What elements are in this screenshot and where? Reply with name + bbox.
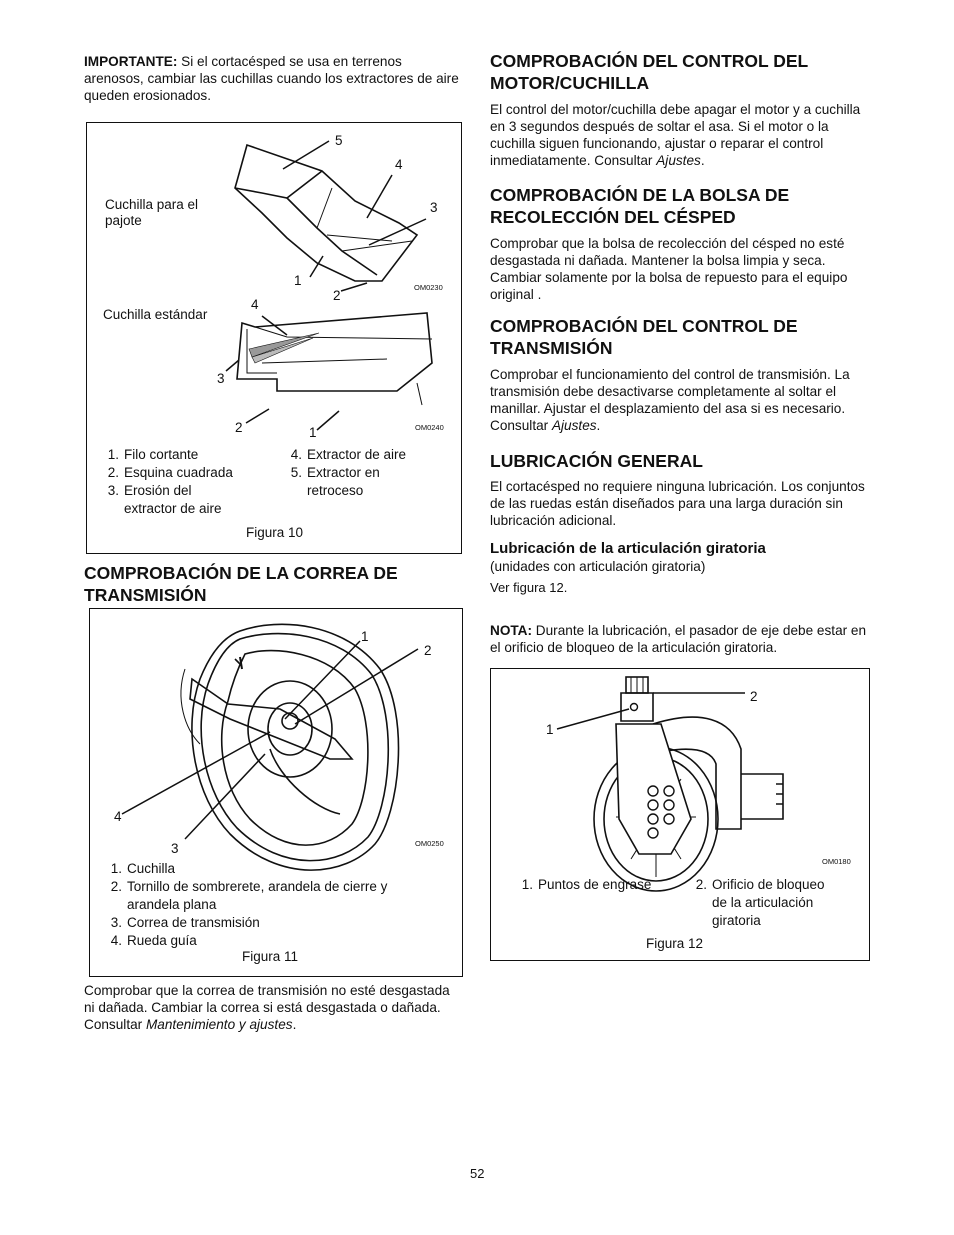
code-om0250: OM0250 bbox=[415, 839, 444, 848]
callout-1: 1 bbox=[294, 273, 302, 288]
pivot-subheading: (unidades con articulación giratoria) bbox=[490, 559, 706, 574]
lubrication-text: El cortacésped no requiere ninguna lubricación. Los conjuntos de las ruedas están diseñados para una larga duración sin lubricación adicional. bbox=[490, 479, 865, 528]
transmission-reference: Ajustes bbox=[551, 418, 597, 433]
callout-1: 1 bbox=[361, 629, 369, 644]
figure-11-caption: Figura 11 bbox=[242, 949, 299, 964]
callout-2: 2 bbox=[424, 643, 432, 658]
callout-2: 2 bbox=[333, 288, 341, 303]
figure-12 bbox=[490, 668, 870, 961]
figure-11-legend bbox=[100, 860, 440, 950]
code-om0180: OM0180 bbox=[822, 857, 851, 866]
nota-text: Durante la lubricación, el pasador de eje debe estar en el orificio de bloqueo de la articulación giratoria. bbox=[490, 623, 867, 655]
figure-12-caption: Figura 12 bbox=[646, 936, 704, 951]
transmission-text: Comprobar el funcionamiento del control de transmisión. La transmisión debe desactivarse completamente al soltar el manillar. Ajustar el desplazamiento del asa si es necesario. Consultar Ajustes. bbox=[490, 367, 850, 433]
callout-1b: 1 bbox=[309, 425, 317, 440]
legend-item: 1. Cuchilla bbox=[110, 861, 176, 876]
importante-note bbox=[84, 53, 460, 104]
transmission-heading: COMPROBACIÓN DEL CONTROL DE TRANSMISIÓN bbox=[490, 316, 798, 358]
belt-reference: Mantenimiento y ajustes bbox=[145, 1017, 293, 1032]
motor-heading: COMPROBACIÓN DEL CONTROL DEL MOTOR/CUCHILLA bbox=[490, 51, 808, 93]
motor-reference: Ajustes bbox=[656, 153, 701, 168]
lubrication-heading: LUBRICACIÓN GENERAL bbox=[490, 451, 703, 471]
legend-item: 1. Filo cortante bbox=[107, 447, 199, 462]
importante-text: Si el cortacésped se usa en terrenos arenosos, cambiar las cuchillas cuando los extractores de aire queden erosionados. bbox=[84, 54, 459, 103]
callout-4: 4 bbox=[395, 157, 403, 172]
callout-4: 4 bbox=[114, 809, 122, 824]
figure-10-caption: Figura 10 bbox=[246, 525, 304, 540]
callout-3: 3 bbox=[430, 200, 438, 215]
callout-3: 3 bbox=[171, 841, 179, 856]
importante-label: IMPORTANTE: bbox=[84, 54, 178, 69]
callout-2: 2 bbox=[750, 689, 758, 704]
legend-item: 4. Rueda guía bbox=[110, 933, 197, 948]
label-standard-blade: Cuchilla estándar bbox=[103, 307, 208, 322]
pivot-figure-reference: Ver figura 12. bbox=[490, 580, 568, 595]
belt-heading: COMPROBACIÓN DE LA CORREA DE TRANSMISIÓN bbox=[84, 563, 398, 605]
legend-item: 2. Tornillo de sombrerete, arandela de cierre y arandela plana bbox=[110, 879, 388, 912]
legend-item: 1. Puntos de engrase bbox=[521, 877, 652, 892]
legend-item: 3. Erosión del extractor de aire bbox=[107, 483, 222, 516]
code-om0240: OM0240 bbox=[415, 423, 444, 432]
figure-10-legend-right bbox=[280, 446, 440, 500]
figure-10 bbox=[86, 122, 462, 554]
nota-label: NOTA: bbox=[490, 623, 533, 638]
callout-2b: 2 bbox=[235, 420, 243, 435]
belt-text: Comprobar que la correa de transmisión no esté desgastada ni dañada. Cambiar la correa si está desgastada o dañada. Consultar Mantenimiento y ajustes. bbox=[84, 983, 450, 1032]
figure-10-legend-left bbox=[97, 446, 272, 518]
bag-text: Comprobar que la bolsa de recolección del césped no esté desgastada ni dañada. Mantener la bolsa limpia y seca. Cambiar solamente por la bolsa de repuesto para el equipo original . bbox=[490, 236, 848, 302]
callout-4b: 4 bbox=[251, 297, 259, 312]
bag-heading: COMPROBACIÓN DE LA BOLSA DE RECOLECCIÓN DEL CÉSPED bbox=[490, 185, 790, 227]
figure-12-legend-left bbox=[511, 876, 681, 894]
legend-item: 4. Extractor de aire bbox=[290, 447, 407, 462]
code-om0230: OM0230 bbox=[414, 283, 443, 292]
legend-item: 3. Correa de transmisión bbox=[110, 915, 260, 930]
figure-12-legend-right bbox=[685, 876, 850, 930]
figure-11 bbox=[89, 608, 463, 977]
callout-5: 5 bbox=[335, 133, 343, 148]
callout-3b: 3 bbox=[217, 371, 225, 386]
legend-item: 2. Esquina cuadrada bbox=[107, 465, 233, 480]
legend-item: 2. Orificio de bloqueo de la articulación giratoria bbox=[695, 877, 825, 928]
motor-text: El control del motor/cuchilla debe apagar el motor y a cuchilla en 3 segundos después de soltar el asa. Si el motor o la cuchilla siguen funcionando, ajustar o reparar el control inmediatamente. Consultar Ajustes. bbox=[490, 102, 861, 168]
label-mulching-blade: Cuchilla para el pajote bbox=[105, 197, 199, 228]
page-number: 52 bbox=[470, 1166, 485, 1181]
pivot-heading: Lubricación de la articulación giratoria bbox=[490, 540, 766, 557]
legend-item: 5. Extractor en retroceso bbox=[290, 465, 380, 498]
nota-note bbox=[490, 622, 872, 656]
callout-1: 1 bbox=[546, 722, 554, 737]
